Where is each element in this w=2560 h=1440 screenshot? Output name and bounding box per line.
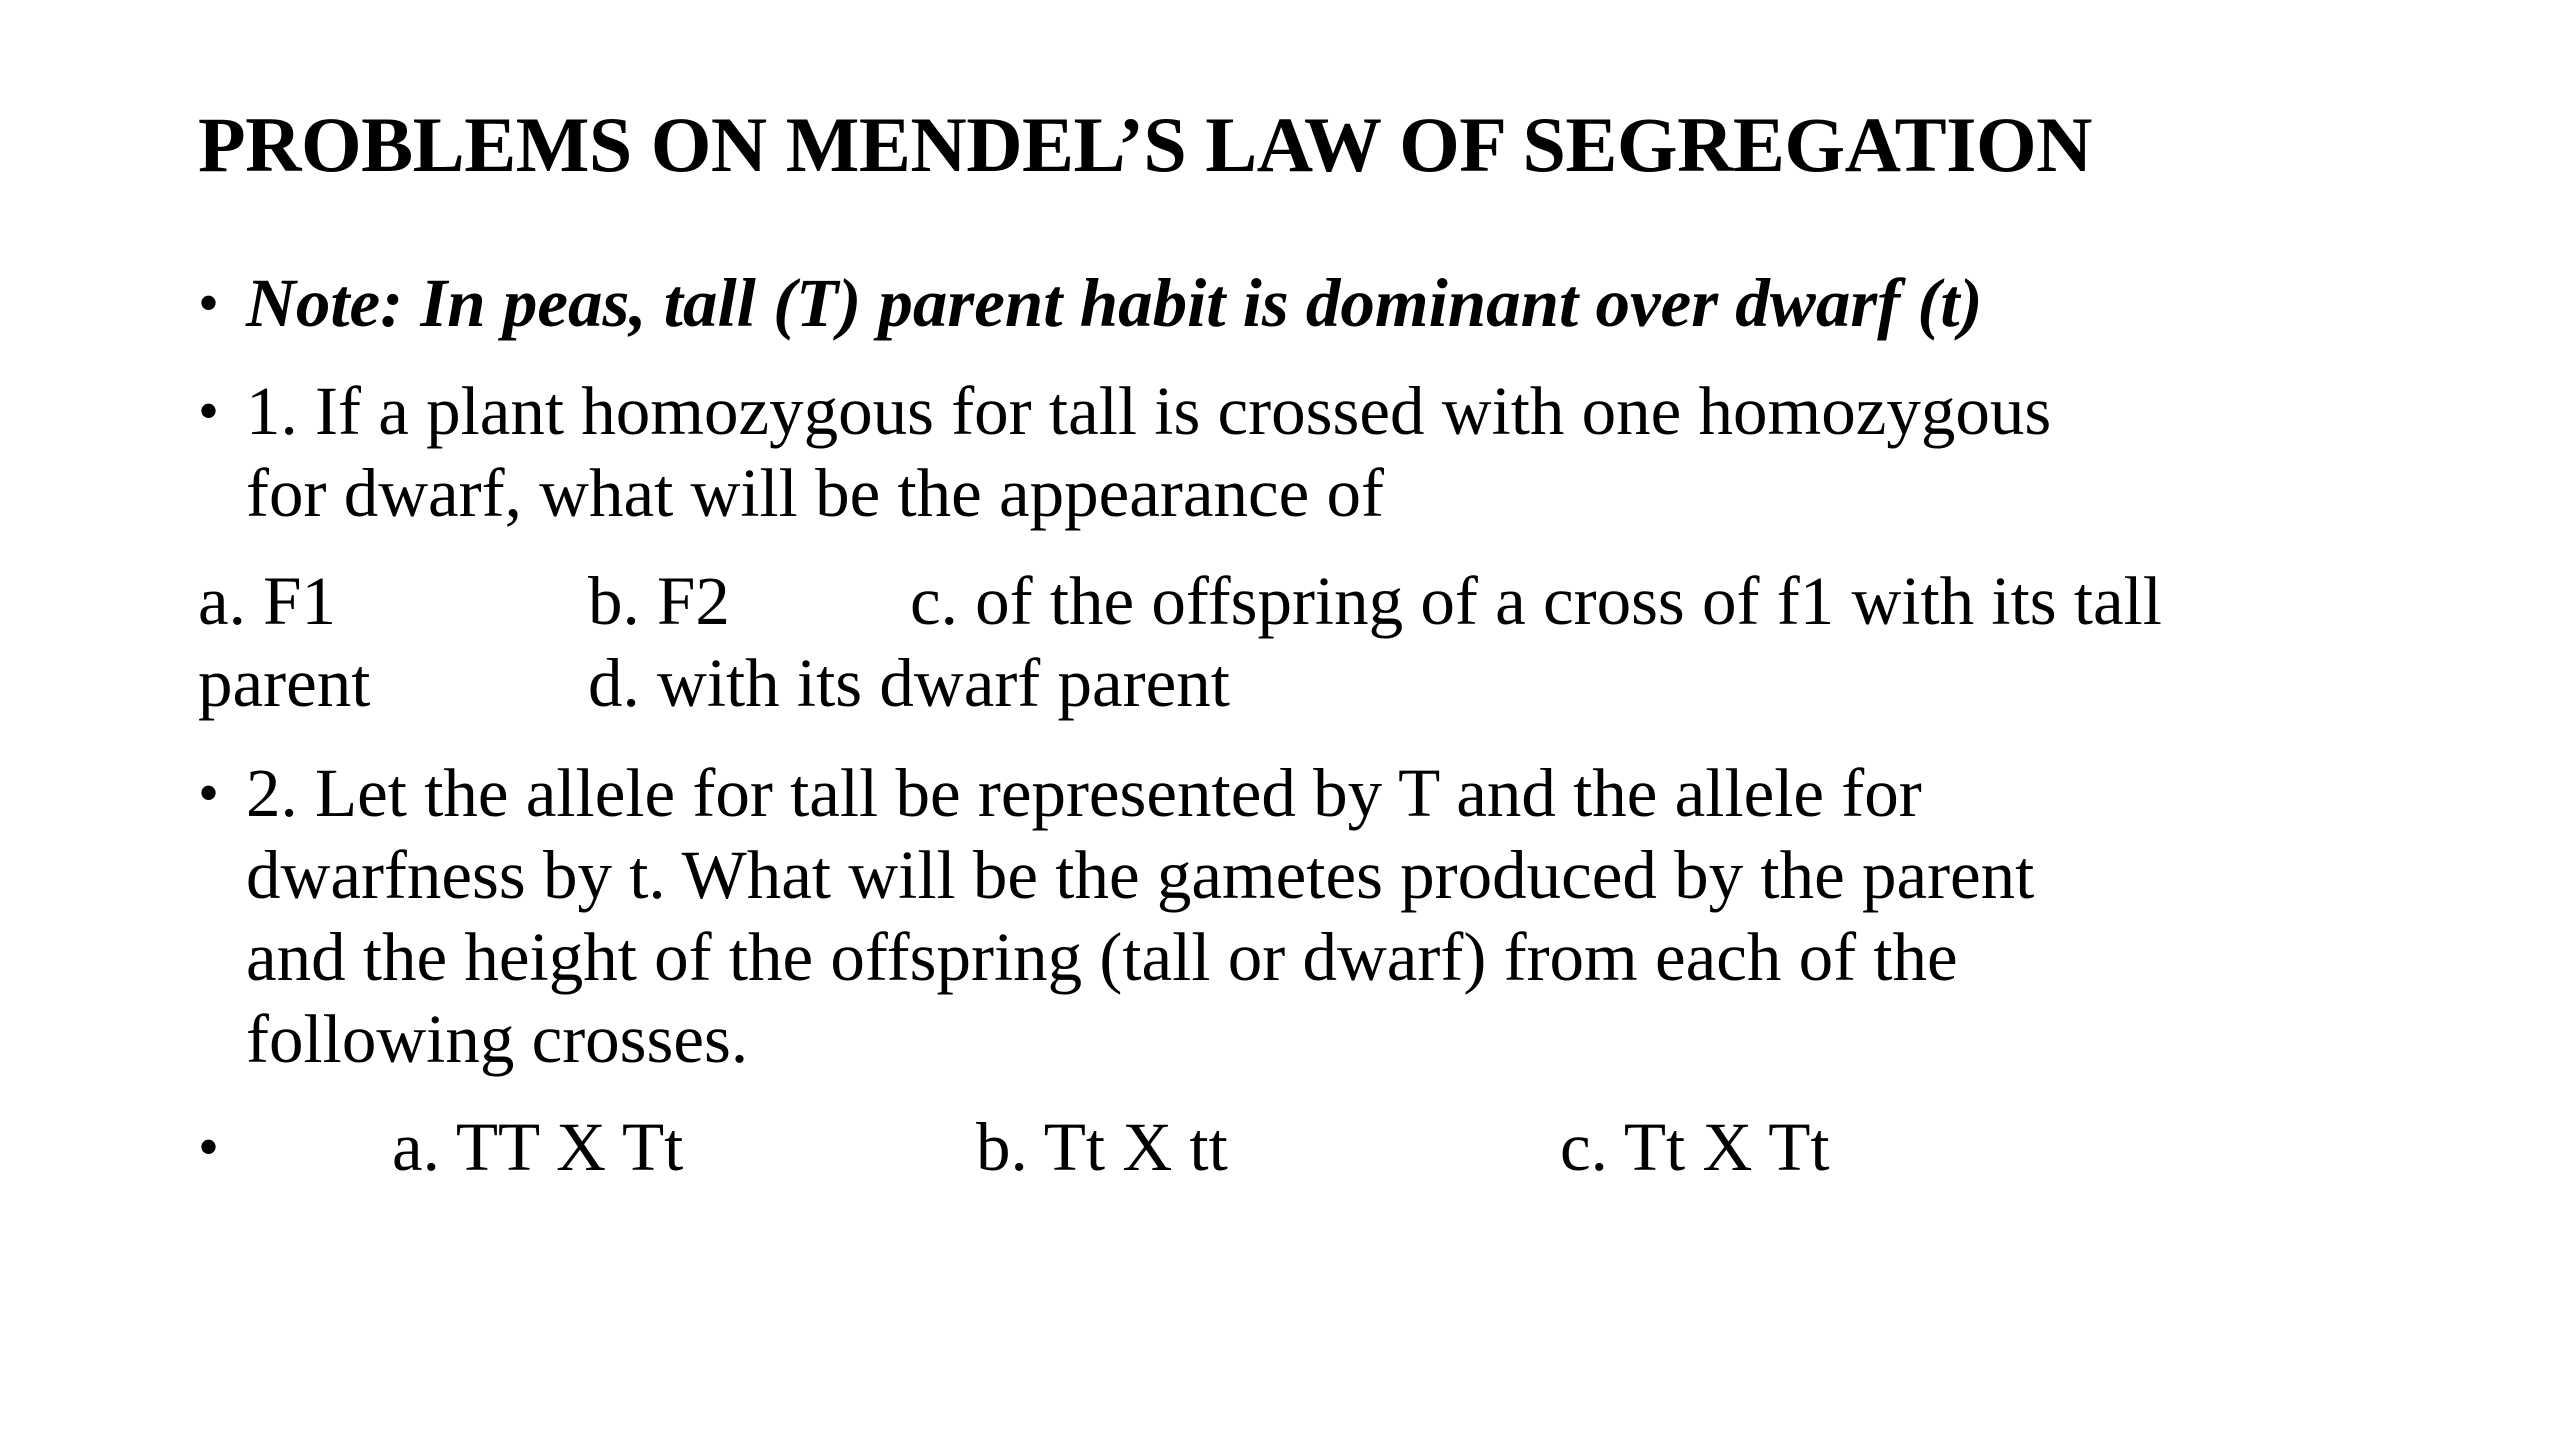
q1-option-b: b. F2 [588,563,730,639]
q1-line-1: 1. If a plant homozygous for tall is crossed with one homozygous [246,373,2052,449]
q1-option-c: c. of the offspring of a cross of f1 with its tall [910,563,2162,639]
q2-line-4: following crosses. [246,1001,749,1077]
slide-title: PROBLEMS ON MENDEL’S LAW OF SEGREGATION [198,101,2093,188]
q1-option-c-continued: parent [198,645,371,721]
cross-b: b. Tt X tt [976,1109,1228,1185]
bullet-note: • [198,270,220,336]
q2-line-1: 2. Let the allele for tall be represented by T and the allele for [246,755,1922,831]
q2-line-2: dwarfness by t. What will be the gametes produced by the parent [246,837,2035,913]
q1-option-d: d. with its dwarf parent [588,645,1230,721]
q2-line-3: and the height of the offspring (tall or dwarf) from each of the [246,919,1958,995]
note-text: Note: In peas, tall (T) parent habit is dominant over dwarf (t) [246,265,1983,341]
q1-line-2: for dwarf, what will be the appearance of [246,455,1384,531]
q1-option-a: a. F1 [198,563,336,639]
bullet-q2: • [198,760,220,826]
cross-c: c. Tt X Tt [1560,1109,1830,1185]
bullet-crosses: • [198,1114,220,1180]
bullet-q1: • [198,378,220,444]
cross-a: a. TT X Tt [392,1109,684,1185]
